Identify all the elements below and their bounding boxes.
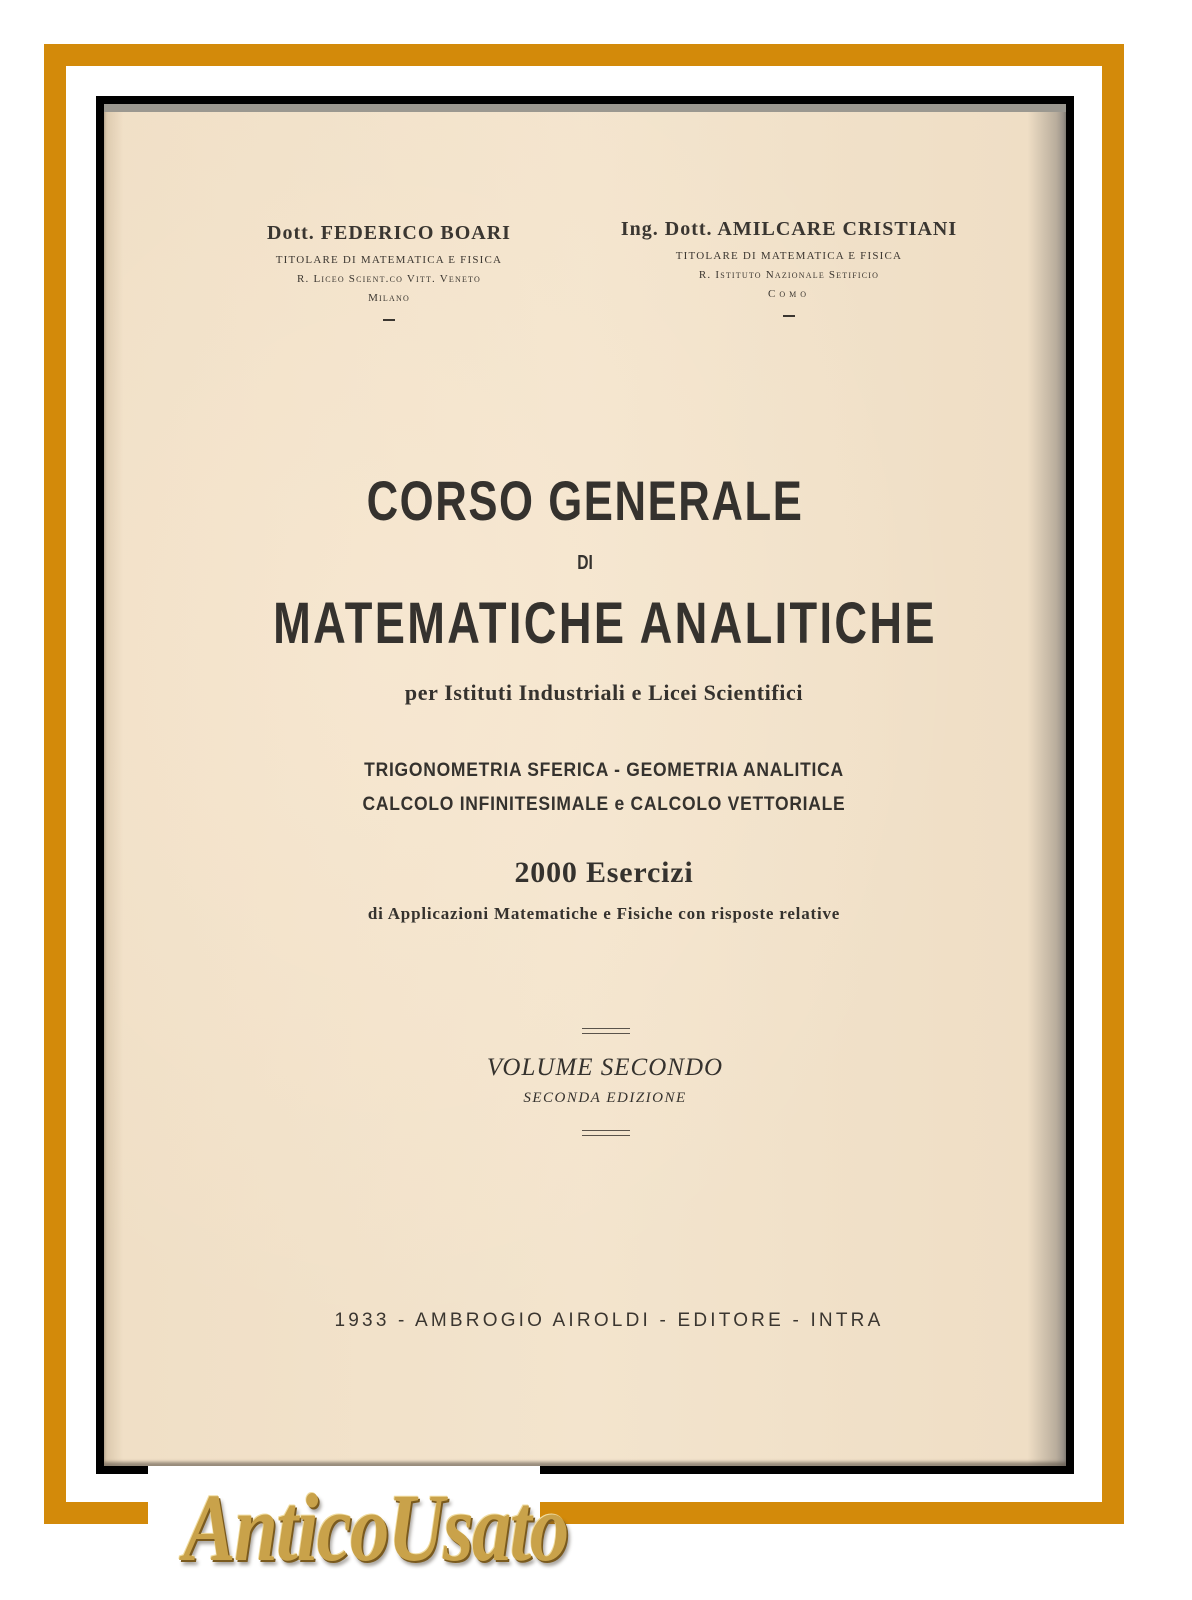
topic-line: TRIGONOMETRIA SFERICA - GEOMETRIA ANALITICA [364,760,844,781]
author-name: Dott. FEDERICO BOARI [267,222,511,244]
author-city: Como [767,288,810,300]
exercises-headline: 2000 Esercizi [514,856,694,889]
author-role: TITOLARE DI MATEMATICA E FISICA [675,250,903,262]
divider-dash [783,315,795,317]
exercises-description: di Applicazioni Matematiche e Fisiche con risposte relative [367,904,841,923]
author-city: Milano [368,292,410,304]
edition-label: SECONDA EDIZIONE [523,1090,687,1106]
main-title-2 [104,590,1066,657]
ornamental-rule [582,1130,630,1136]
ornamental-rule [582,1028,630,1034]
author-block-1 [234,222,544,326]
topic-line: CALCOLO INFINITESIMALE e CALCOLO VETTORIALE [362,794,846,815]
watermark-logo [148,1466,568,1600]
title-connector: DI [577,552,593,574]
main-title [104,468,1066,533]
author-block-2 [614,218,964,322]
author-institution: R. Istituto Nazionale Setificio [698,269,880,281]
title-line-1: CORSO GENERALE [366,469,804,532]
topics [104,754,1066,822]
book-scan [96,96,1074,1474]
logo-text: AnticoUsato [183,1474,568,1581]
author-role: TITOLARE DI MATEMATICA E FISICA [275,254,503,266]
subtitle: per Istituti Industriali e Licei Scientifici [404,680,804,705]
divider-dash [383,319,395,321]
publisher-imprint: 1933 - AMBROGIO AIROLDI - EDITORE - INTRA [334,1310,884,1331]
author-institution: R. Liceo Scient.co Vitt. Veneto [297,273,481,285]
title-line-2: MATEMATICHE ANALITICHE [273,591,937,656]
title-page [104,104,1066,1466]
volume-label: VOLUME SECONDO [486,1054,724,1081]
author-name: Ing. Dott. AMILCARE CRISTIANI [620,218,958,240]
